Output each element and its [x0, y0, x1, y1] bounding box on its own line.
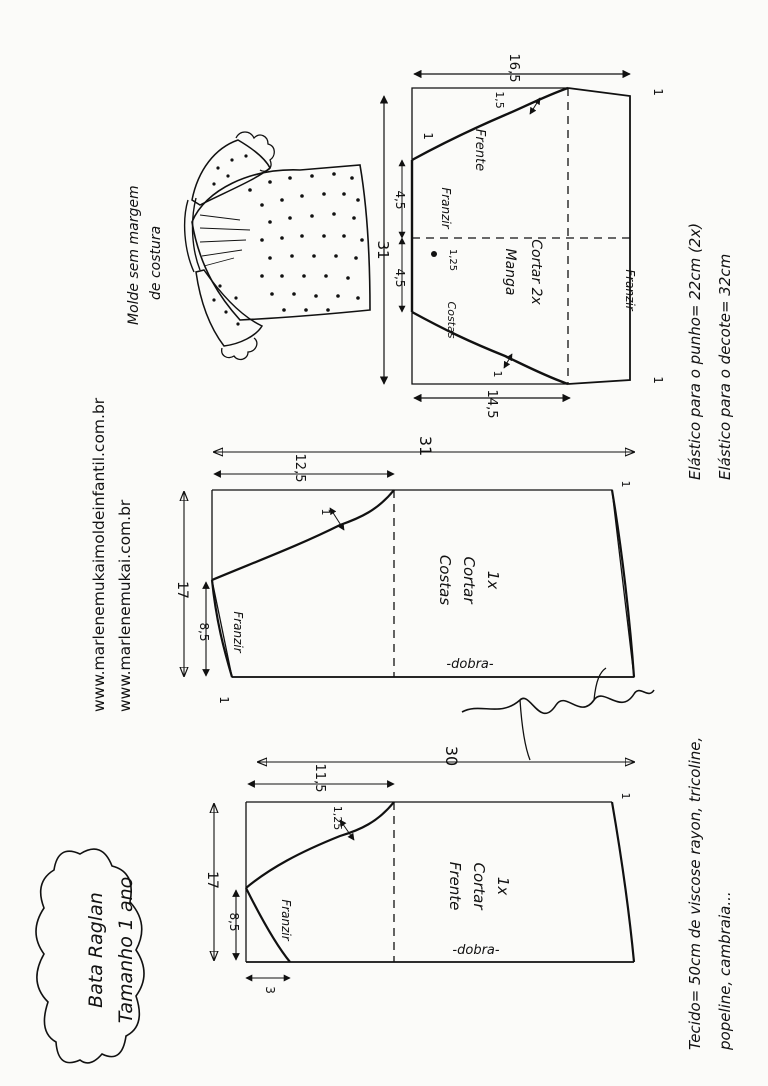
polka-dots — [212, 154, 363, 325]
costas-dim-width: 17 — [174, 581, 190, 599]
frente-dim-hem: 1 — [619, 792, 632, 800]
costas-gather: Franzir — [231, 611, 245, 653]
manga-dim-curve-mid: 1,25 — [447, 248, 458, 272]
manga-dim-bottom: 14,5 — [484, 389, 499, 419]
website-1: www.marlenemukaimoldeinfantil.com.br — [90, 397, 108, 712]
elastic-punho: Elástico para o punho= 22cm (2x) — [686, 222, 704, 480]
manga-label-frente: Frente — [472, 128, 487, 172]
frente-dim-raglan: 11,5 — [312, 763, 327, 793]
manga-dim-height: 31 — [374, 240, 392, 260]
frente-piece — [204, 746, 634, 994]
manga-piece — [374, 54, 665, 419]
manga-cut: Cortar 2x — [528, 239, 544, 305]
title-block — [36, 849, 144, 1063]
manga-dim-left: 1 — [421, 132, 435, 140]
manga-dim-edge-bottom: 1 — [651, 376, 665, 384]
title-line2: Tamanho 1 ano — [115, 876, 137, 1024]
frente-dim-length: 30 — [442, 745, 461, 767]
manga-dim-curve-top: 1,5 — [493, 91, 506, 109]
costas-dim-raglan: 12,5 — [292, 453, 307, 483]
frente-dim-bottom: 3 — [263, 986, 277, 994]
website-2: www.marlenemukai.com.br — [116, 499, 134, 712]
signature — [462, 668, 654, 760]
frente-dim-neck: 8,5 — [227, 912, 241, 932]
frente-gather: Franzir — [279, 899, 293, 941]
signature-text: Marlene Mukai — [523, 737, 597, 748]
elastic-decote: Elástico para o decote= 32cm — [716, 253, 734, 480]
manga-dim-curve-bottom: 1 — [491, 370, 504, 378]
manga-dim-side-bottom: 4,5 — [393, 268, 407, 288]
note-molde-line2: de costura — [148, 225, 164, 300]
frente-dim-width: 17 — [204, 871, 220, 889]
costas-dim-bottom: 1 — [217, 696, 231, 704]
frente-fold: -dobra- — [452, 943, 500, 958]
frente-dim-curve: 1,25 — [331, 805, 344, 831]
frente-qty: 1x — [494, 876, 512, 896]
manga-dim-top: 16,5 — [506, 53, 521, 83]
blouse-illustration — [185, 132, 370, 359]
manga-dim-side-top: 4,5 — [393, 190, 407, 210]
costas-name: Costas — [436, 554, 454, 606]
fabric-line1: Tecido= 50cm de viscose rayon, tricoline, — [686, 736, 704, 1050]
frente-name: Frente — [446, 861, 464, 911]
costas-dim-curve: 1 — [319, 508, 332, 516]
costas-dim-neck: 8,5 — [197, 622, 211, 642]
costas-piece — [174, 436, 634, 704]
costas-cut: Cortar — [460, 556, 478, 604]
note-molde-line1: Molde sem margem — [126, 185, 142, 325]
costas-dim-length: 31 — [416, 435, 435, 457]
manga-gather-bottom: Franzir — [623, 269, 637, 311]
fabric-line2: popeline, cambraia... — [716, 891, 734, 1050]
manga-gather-top: Franzir — [439, 187, 453, 229]
frente-cut: Cortar — [470, 862, 488, 910]
title-line1: Bata Raglan — [85, 892, 107, 1008]
costas-qty: 1x — [484, 570, 502, 590]
manga-name: Manga — [502, 248, 518, 296]
costas-fold: -dobra- — [446, 657, 494, 672]
costas-dim-hem: 1 — [619, 480, 632, 488]
manga-label-costas: Costas — [445, 301, 458, 339]
manga-dim-edge-top: 1 — [651, 88, 665, 96]
costas-outline — [212, 490, 634, 677]
